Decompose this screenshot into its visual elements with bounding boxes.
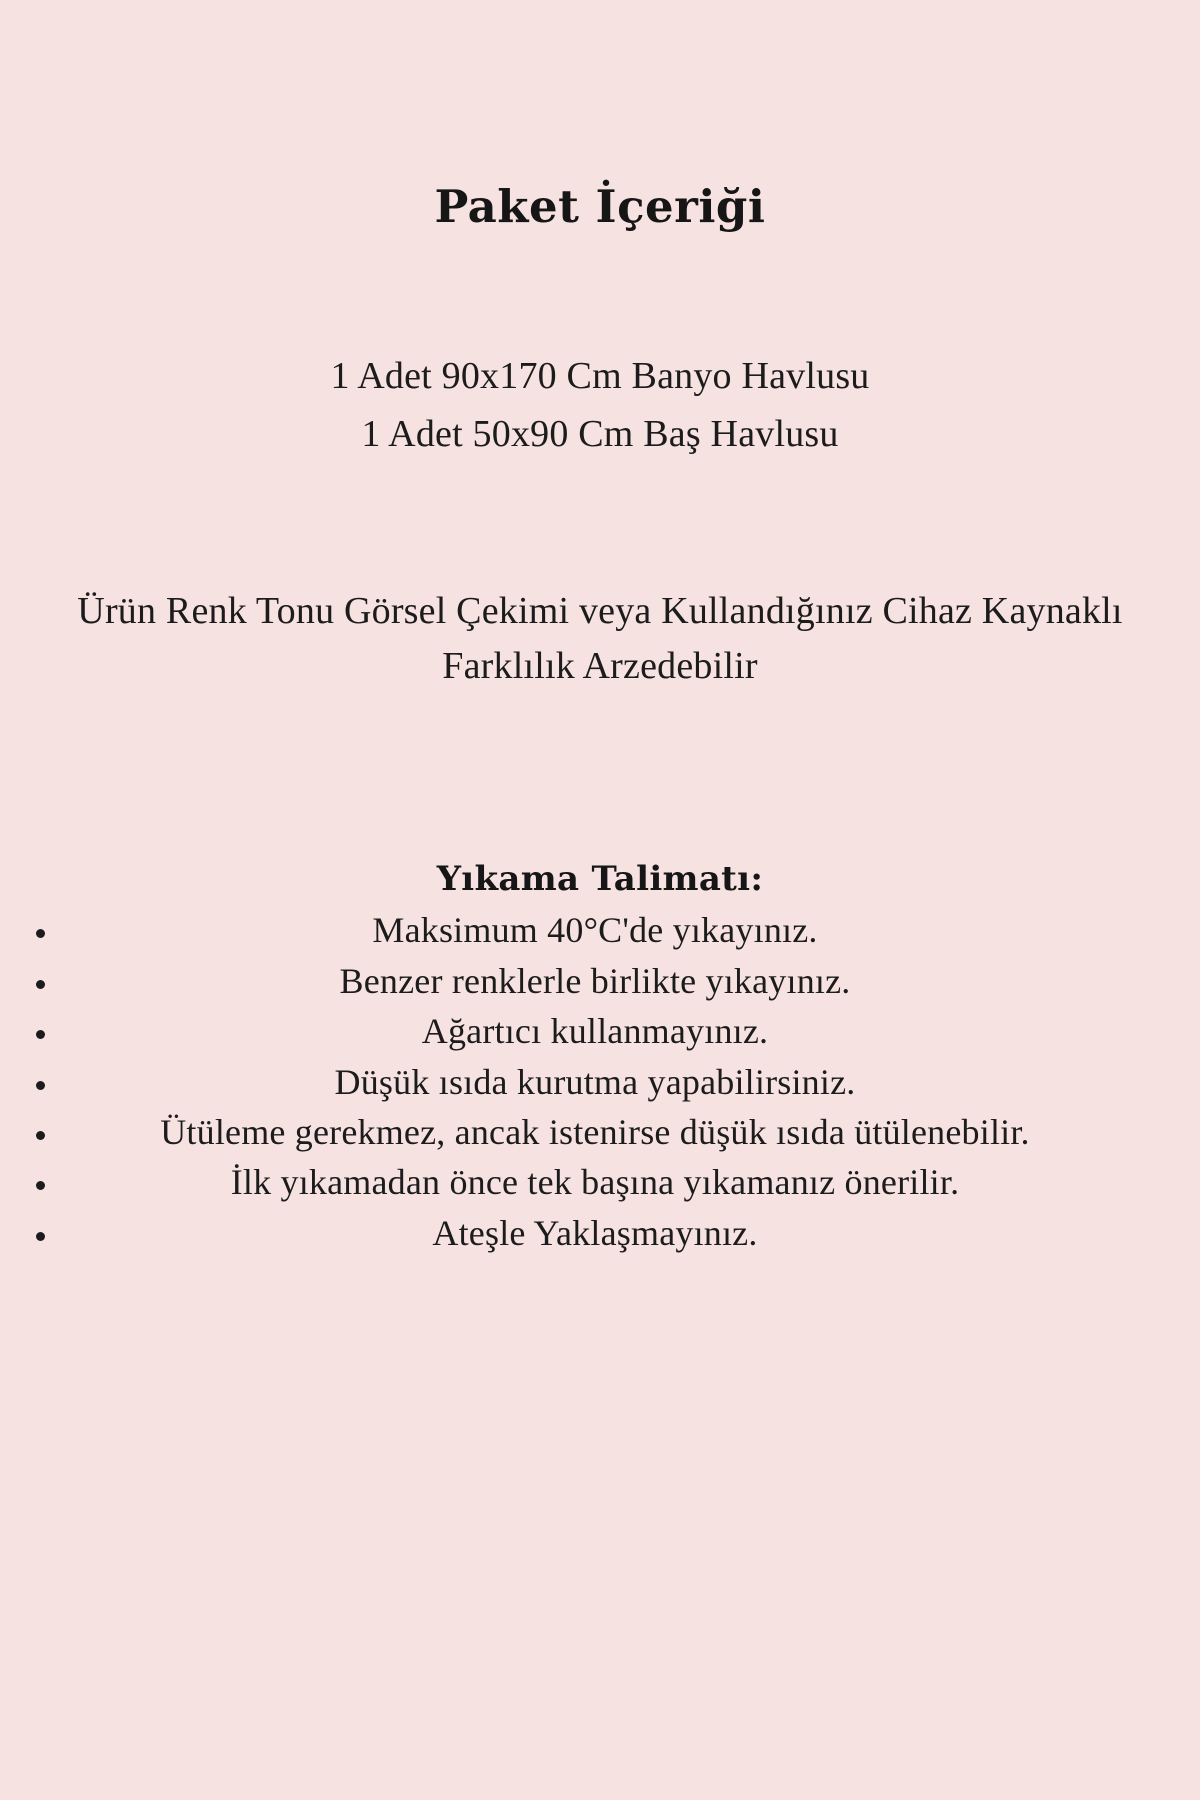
list-item: • Ateşle Yaklaşmayınız. (60, 1208, 1130, 1258)
package-contents-list (0, 347, 1200, 465)
washing-instructions-list (0, 905, 1200, 1258)
list-item: • Düşük ısıda kurutma yapabilirsiniz. (60, 1057, 1130, 1107)
washing-instructions-heading: Yıkama Talimatı: (436, 859, 764, 900)
color-disclaimer-text: Ürün Renk Tonu Görsel Çekimi veya Kullandığınız Cihaz Kaynaklı Farklılık Arzedebilir (77, 590, 1123, 688)
list-item: • İlk yıkamadan önce tek başına yıkamanız önerilir. (60, 1157, 1130, 1207)
list-item: • Ağartıcı kullanmayınız. (60, 1006, 1130, 1056)
page-title: Paket İçeriği (434, 180, 766, 233)
washing-instructions-section (0, 859, 1200, 1258)
list-item: • Maksimum 40°C'de yıkayınız. (60, 905, 1130, 955)
package-contents-item: 1 Adet 90x170 Cm Banyo Havlusu (330, 354, 870, 397)
package-contents-item: 1 Adet 50x90 Cm Baş Havlusu (361, 413, 839, 456)
list-item: • Benzer renklerle birlikte yıkayınız. (60, 956, 1130, 1006)
list-item: • Ütüleme gerekmez, ancak istenirse düşük ısıda ütülenebilir. (60, 1107, 1130, 1157)
